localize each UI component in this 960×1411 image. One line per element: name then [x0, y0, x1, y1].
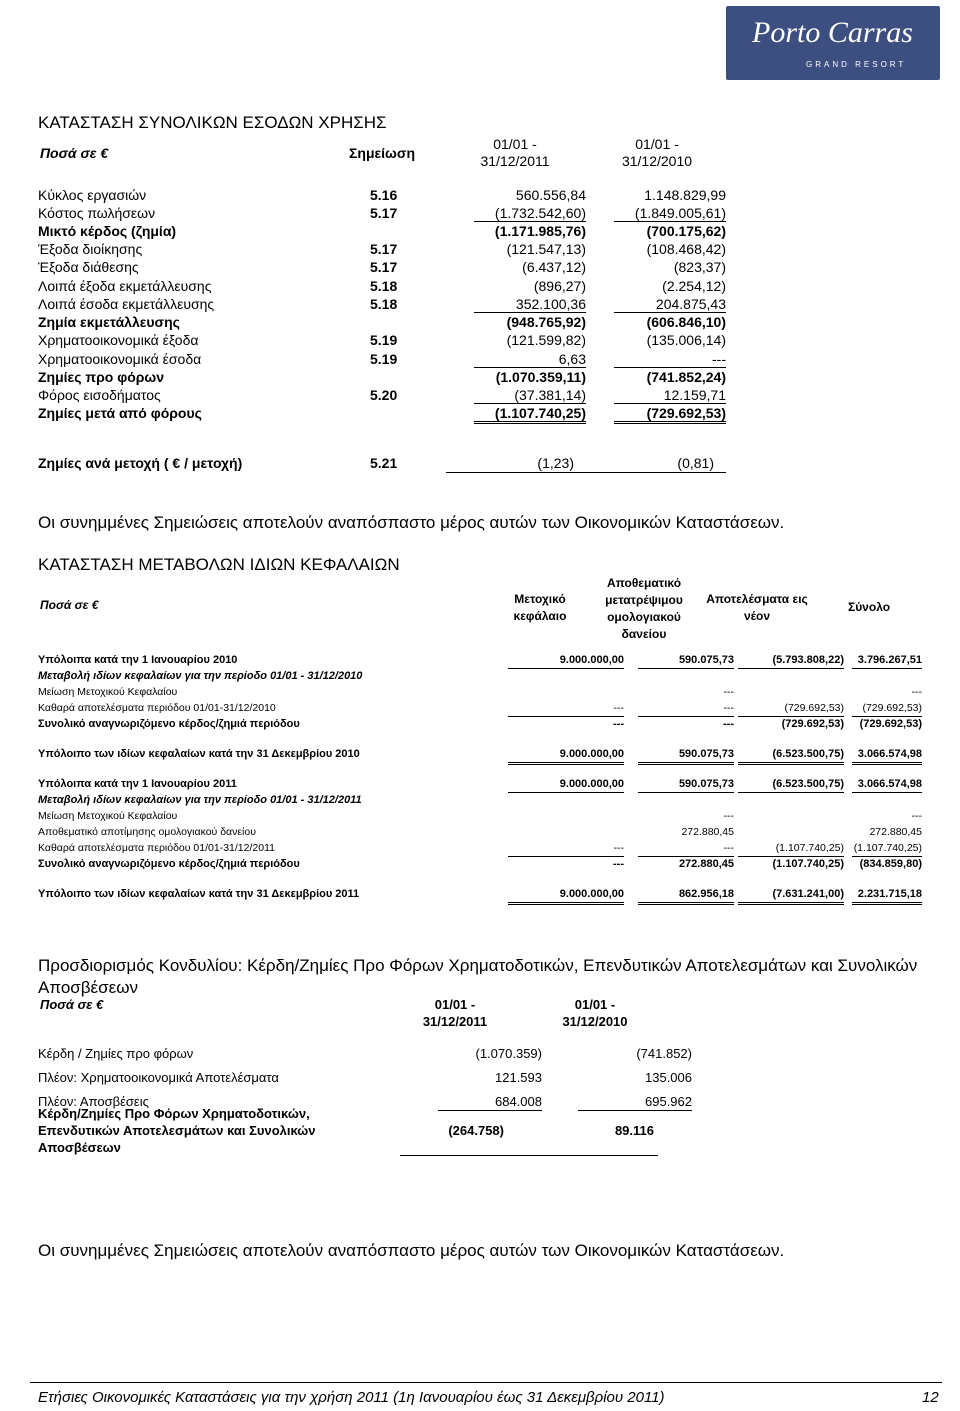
eps-values — [446, 454, 726, 473]
income-row — [38, 277, 738, 295]
income-row — [38, 186, 738, 204]
equity-row-label: Υπόλοιπα κατά την 1 Ιανουαρίου 2011 — [38, 778, 237, 790]
income-row-value-2011: (6.437,12) — [522, 259, 586, 275]
ebitda-value-2011: (1.070.359) — [475, 1046, 542, 1061]
ebitda-value-2011: 684.008 — [438, 1093, 542, 1111]
income-row — [38, 350, 738, 368]
equity-row-label: Υπόλοιπο των ιδίων κεφαλαίων κατά την 31 Δεκεμβρίου 2010 — [38, 748, 360, 760]
income-row-value-2011: (121.599,82) — [506, 332, 586, 348]
equity-retained-earnings: (729.692,53) — [738, 700, 844, 717]
income-row-value-2011: (1.732.542,60) — [494, 205, 586, 221]
equity-total: (1.107.740,25) — [852, 840, 922, 857]
income-row-value-2010: (741.852,24) — [646, 369, 726, 385]
share-capital-header: Μετοχικό κεφάλαιο — [513, 592, 567, 623]
equity-bond-reserve: --- — [723, 810, 734, 822]
underline-rule — [614, 421, 726, 424]
equity-total: 3.796.267,51 — [852, 652, 922, 669]
equity-retained-earnings: (1.107.740,25) — [738, 840, 844, 857]
income-row-label: Λοιπά έσοδα εκμετάλλευσης — [38, 296, 215, 312]
income-row-value-2011: (121.547,13) — [506, 241, 586, 257]
equity-row — [38, 856, 926, 872]
income-row-value-2011: (1.107.740,25) — [494, 405, 586, 421]
eps-label: Ζημίες ανά μετοχή ( € / μετοχή) — [38, 455, 243, 471]
income-row-label: Ζημίες μετά από φόρους — [38, 405, 202, 421]
equity-row — [38, 808, 926, 824]
footer-rule — [30, 1382, 942, 1383]
income-row — [38, 295, 738, 313]
income-row-value-2011: (948.765,92) — [506, 314, 586, 330]
ebitda-total-label: Κέρδη/Ζημίες Προ Φόρων Χρηματοδοτικών, Επενδυτικών Αποτελεσμάτων και Συνολικών Αποσβέσεων — [38, 1106, 316, 1155]
income-row-label: Χρηματοοικονομικά έσοδα — [38, 351, 202, 367]
equity-row — [38, 668, 926, 684]
income-row-value-2011: 6,63 — [558, 351, 586, 367]
income-row-note: 5.18 — [370, 278, 398, 294]
equity-retained-earnings: (6.523.500,75) — [738, 776, 844, 793]
ebitda-total-2010: 89.116 — [614, 1123, 654, 1138]
equity-bond-reserve: 272.880,45 — [678, 858, 734, 870]
income-row-value-2011: 560.556,84 — [515, 187, 586, 203]
ebitda-2010-header: 01/01 - 31/12/2010 — [562, 997, 628, 1029]
equity-row-label: Συνολικό αναγνωριζόμενο κέρδος/ζημιά περιόδου — [38, 858, 300, 870]
ebitda-2011-header: 01/01 - 31/12/2011 — [422, 997, 488, 1029]
equity-row-label: Συνολικό αναγνωριζόμενο κέρδος/ζημιά περιόδου — [38, 718, 300, 730]
equity-total: --- — [911, 686, 922, 698]
income-row-note: 5.18 — [370, 296, 398, 312]
equity-total: (729.692,53) — [859, 718, 922, 730]
income-row-value-2010: (700.175,62) — [646, 223, 726, 239]
income-row-value-2011: (37.381,14) — [514, 387, 586, 403]
equity-row — [38, 746, 926, 762]
eps-note: 5.21 — [370, 455, 398, 471]
equity-share-capital: --- — [508, 700, 624, 717]
equity-row-label: Καθαρά αποτελέσματα περιόδου 01/01-31/12/2011 — [38, 842, 275, 854]
income-row-label: Έξοδα διάθεσης — [38, 259, 139, 275]
income-row — [38, 386, 738, 404]
ebitda-row-label: Κέρδη / Ζημίες προ φόρων — [38, 1046, 194, 1061]
equity-share-capital: --- — [508, 840, 624, 857]
ebitda-value-2010: 695.962 — [578, 1093, 692, 1111]
income-row — [38, 368, 738, 386]
income-row-label: Ζημίες προ φόρων — [38, 369, 165, 385]
income-row-label: Μικτό κέρδος (ζημία) — [38, 223, 177, 239]
income-row-note: 5.19 — [370, 351, 398, 367]
income-row-label: Λοιπά έξοδα εκμετάλλευσης — [38, 278, 212, 294]
equity-row — [38, 716, 926, 732]
income-row-value-2010: (729.692,53) — [646, 405, 726, 421]
income-row-value-2010: (606.846,10) — [646, 314, 726, 330]
income-row-value-2010: 1.148.829,99 — [644, 187, 726, 203]
ebitda-total-rule — [400, 1155, 658, 1156]
equity-amounts-in-label: Ποσά σε € — [40, 598, 99, 612]
equity-bond-reserve: --- — [638, 700, 734, 717]
income-row-value-2010: (823,37) — [673, 259, 726, 275]
income-row — [38, 404, 738, 422]
equity-row-label: Αποθεματικό αποτίμησης ομολογιακού δανείου — [38, 826, 256, 838]
ebitda-total-2011: (264.758) — [448, 1123, 504, 1138]
equity-row-label: Υπόλοιπα κατά την 1 Ιανουαρίου 2010 — [38, 654, 238, 666]
equity-total: (834.859,80) — [859, 858, 922, 870]
notes-statement-2: Οι συνημμένες Σημειώσεις αποτελούν αναπόσπαστο μέρος αυτών των Οικονομικών Καταστάσεων. — [38, 1241, 785, 1260]
ebitda-title: Προσδιορισμός Κονδυλίου: Κέρδη/Ζημίες Προ Φόρων Χρηματοδοτικών, Επενδυτικών Αποτελεσμάτων και Συνολικών Αποσβέσεων — [38, 956, 918, 997]
equity-total: (729.692,53) — [852, 700, 922, 717]
income-row-value-2010: (108.468,42) — [646, 241, 726, 257]
equity-row-label: Μεταβολή ιδίων κεφαλαίων για την περίοδο 01/01 - 31/12/2011 — [38, 794, 362, 806]
equity-retained-earnings: (6.523.500,75) — [738, 746, 844, 765]
equity-share-capital: 9.000.000,00 — [508, 746, 624, 765]
equity-retained-earnings: (729.692,53) — [781, 718, 844, 730]
equity-bond-reserve: 590.075,73 — [638, 776, 734, 793]
equity-share-capital: 9.000.000,00 — [508, 886, 624, 905]
income-row-note: 5.17 — [370, 205, 398, 221]
income-row-note: 5.16 — [370, 187, 398, 203]
equity-row — [38, 776, 926, 792]
equity-retained-earnings: (1.107.740,25) — [772, 858, 844, 870]
income-row-note: 5.17 — [370, 241, 398, 257]
income-row-note: 5.17 — [370, 259, 398, 275]
equity-row — [38, 684, 926, 700]
equity-bond-reserve: 590.075,73 — [638, 652, 734, 669]
ebitda-row-label: Πλέον: Χρηματοοικονομικά Αποτελέσματα — [38, 1070, 279, 1085]
equity-share-capital: 9.000.000,00 — [508, 776, 624, 793]
retained-earnings-header: Αποτελέσματα εις νέον — [706, 592, 808, 623]
income-row — [38, 240, 738, 258]
equity-bond-reserve: --- — [723, 686, 734, 698]
amounts-in-label: Ποσά σε € — [40, 145, 109, 161]
underline-rule — [474, 421, 586, 424]
income-row — [38, 258, 738, 276]
income-row-label: Κόστος πωλήσεων — [38, 205, 156, 221]
equity-share-capital: 9.000.000,00 — [508, 652, 624, 669]
equity-bond-reserve: --- — [723, 718, 734, 730]
logo-text: Porto Carras — [752, 16, 913, 49]
page-number: 12 — [922, 1389, 939, 1406]
notes-statement: Οι συνημμένες Σημειώσεις αποτελούν αναπόσπαστο μέρος αυτών των Οικονομικών Καταστάσεων. — [38, 513, 785, 532]
income-row-label: Χρηματοοικονομικά έξοδα — [38, 332, 199, 348]
company-logo — [726, 6, 940, 80]
period-2011-header: 01/01 - 31/12/2011 — [480, 136, 550, 169]
income-row-value-2010: 204.875,43 — [655, 296, 726, 312]
equity-row — [38, 652, 926, 668]
income-row — [38, 313, 738, 331]
income-row-value-2010: (1.849.005,61) — [634, 205, 726, 221]
income-statement-title: ΚΑΤΑΣΤΑΣΗ ΣΥΝΟΛΙΚΩΝ ΕΣΟΔΩΝ ΧΡΗΣΗΣ — [38, 113, 387, 132]
income-row-value-2010: --- — [712, 351, 726, 367]
income-row-note: 5.20 — [370, 387, 398, 403]
income-row-value-2011: (896,27) — [533, 278, 586, 294]
income-row — [38, 222, 738, 240]
eps-value-2011: (1,23) — [537, 455, 574, 471]
equity-row — [38, 792, 926, 808]
equity-row — [38, 840, 926, 856]
bond-reserve-header: Αποθεματικό μετατρέψιμου ομολογιακού δανείου — [605, 576, 683, 641]
equity-row — [38, 700, 926, 716]
equity-statement-title: ΚΑΤΑΣΤΑΣΗ ΜΕΤΑΒΟΛΩΝ ΙΔΙΩΝ ΚΕΦΑΛΑΙΩΝ — [38, 555, 400, 574]
logo-subtext: GRAND RESORT — [806, 60, 907, 69]
income-row-label: Έξοδα διοίκησης — [38, 241, 143, 257]
equity-total: 3.066.574,98 — [852, 776, 922, 793]
period-2010-header: 01/01 - 31/12/2010 — [621, 136, 693, 169]
ebitda-value-2010: (741.852) — [636, 1046, 692, 1061]
equity-row-label: Μεταβολή ιδίων κεφαλαίων για την περίοδο 01/01 - 31/12/2010 — [38, 670, 363, 682]
equity-total: 272.880,45 — [869, 826, 922, 838]
income-row — [38, 331, 738, 349]
equity-total: 2.231.715,18 — [852, 886, 922, 905]
note-column-header: Σημείωση — [349, 145, 416, 161]
income-row-label: Κύκλος εργασιών — [38, 187, 147, 203]
equity-retained-earnings: (7.631.241,00) — [738, 886, 844, 905]
equity-row-label: Μείωση Μετοχικού Κεφαλαίου — [38, 810, 178, 822]
ebitda-value-2010: 135.006 — [645, 1070, 692, 1085]
eps-value-2010: (0,81) — [677, 455, 714, 471]
ebitda-amounts-in-label: Ποσά σε € — [40, 997, 104, 1012]
equity-row-label: Υπόλοιπο των ιδίων κεφαλαίων κατά την 31 Δεκεμβρίου 2011 — [38, 888, 360, 900]
equity-bond-reserve: 590.075,73 — [638, 746, 734, 765]
income-row-value-2010: (135.006,14) — [646, 332, 726, 348]
equity-total: --- — [911, 810, 922, 822]
equity-retained-earnings: (5.793.808,22) — [738, 652, 844, 669]
equity-bond-reserve: 272.880,45 — [681, 826, 734, 838]
income-row-value-2011: (1.070.359,11) — [495, 369, 586, 385]
income-row-value-2011: (1.171.985,76) — [494, 223, 586, 239]
income-row-label: Φόρος εισοδήματος — [38, 387, 161, 403]
ebitda-value-2011: 121.593 — [495, 1070, 542, 1085]
equity-bond-reserve: --- — [638, 840, 734, 857]
equity-row-label: Μείωση Μετοχικού Κεφαλαίου — [38, 686, 178, 698]
equity-bond-reserve: 862.956,18 — [638, 886, 734, 905]
income-row-value-2010: 12.159,71 — [663, 387, 726, 403]
income-row-note: 5.19 — [370, 332, 398, 348]
ebitda-row-label: Πλέον: Αποσβέσεις — [38, 1094, 149, 1109]
income-row-value-2010: (2.254,12) — [662, 278, 726, 294]
total-header: Σύνολο — [848, 600, 891, 614]
equity-row — [38, 886, 926, 902]
income-row-value-2011: 352.100,36 — [515, 296, 586, 312]
footer-text: Ετήσιες Οικονομικές Καταστάσεις για την χρήση 2011 (1η Ιανουαρίου έως 31 Δεκεμβρίου 2011) — [38, 1389, 665, 1406]
income-row — [38, 204, 738, 222]
income-row-label: Ζημία εκμετάλλευσης — [38, 314, 180, 330]
equity-share-capital: --- — [613, 858, 624, 870]
equity-total: 3.066.574,98 — [852, 746, 922, 765]
equity-share-capital: --- — [613, 718, 624, 730]
equity-row — [38, 824, 926, 840]
equity-row-label: Καθαρά αποτελέσματα περιόδου 01/01-31/12/2010 — [38, 702, 276, 714]
